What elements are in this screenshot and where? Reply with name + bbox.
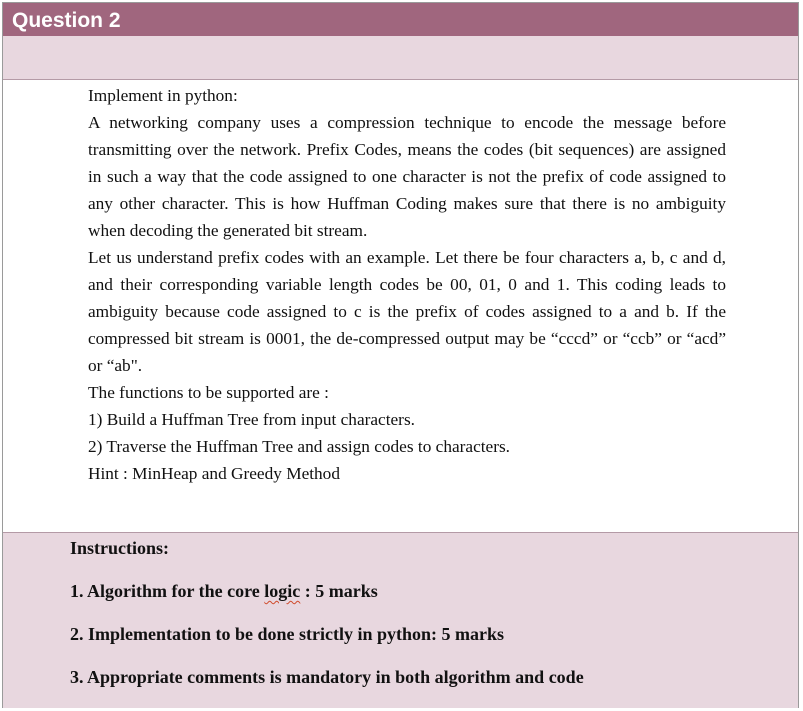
spellcheck-word: logic [264, 581, 301, 601]
intro-line: Implement in python: [88, 86, 238, 105]
question-body [88, 82, 726, 487]
paragraph-example: Let us understand prefix codes with an example. Let there be four characters a, b, c and d, and their corresponding variable length codes be 00, 01, 0 and 1. This coding leads to ambiguity because code assigned to c is the prefix of codes assigned to a and b. If the compressed bit stream is 0001, the de-compressed output may be “cccd” or “ccb” or “acd” or “ab". [88, 248, 726, 375]
function-item-2: 2) Traverse the Huffman Tree and assign codes to characters. [88, 437, 511, 456]
instruction-item-1-prefix: 1. Algorithm for the core [70, 581, 265, 601]
header-band [3, 36, 798, 80]
function-item-1: 1) Build a Huffman Tree from input characters. [88, 410, 415, 429]
instruction-item-1-suffix: : 5 marks [300, 581, 378, 601]
instruction-item-1 [70, 581, 378, 602]
instructions-heading: Instructions: [70, 538, 170, 558]
hint-line: Hint : MinHeap and Greedy Method [88, 464, 340, 483]
paragraph-prefix-codes: A networking company uses a compression technique to encode the message before transmitting over the network. Prefix Codes, means the codes (bit sequences) are assigned in such a way that the code assigned to one character is not the prefix of code assigned to any other character. This is how Huffman Coding makes sure that there is no ambiguity when decoding the generated bit stream. [88, 113, 726, 240]
instruction-item-2: 2. Implementation to be done strictly in python: 5 marks [70, 624, 505, 644]
instruction-item-3: 3. Appropriate comments is mandatory in both algorithm and code [70, 667, 584, 687]
functions-heading: The functions to be supported are : [88, 383, 329, 402]
question-title: Question 2 [3, 3, 798, 36]
